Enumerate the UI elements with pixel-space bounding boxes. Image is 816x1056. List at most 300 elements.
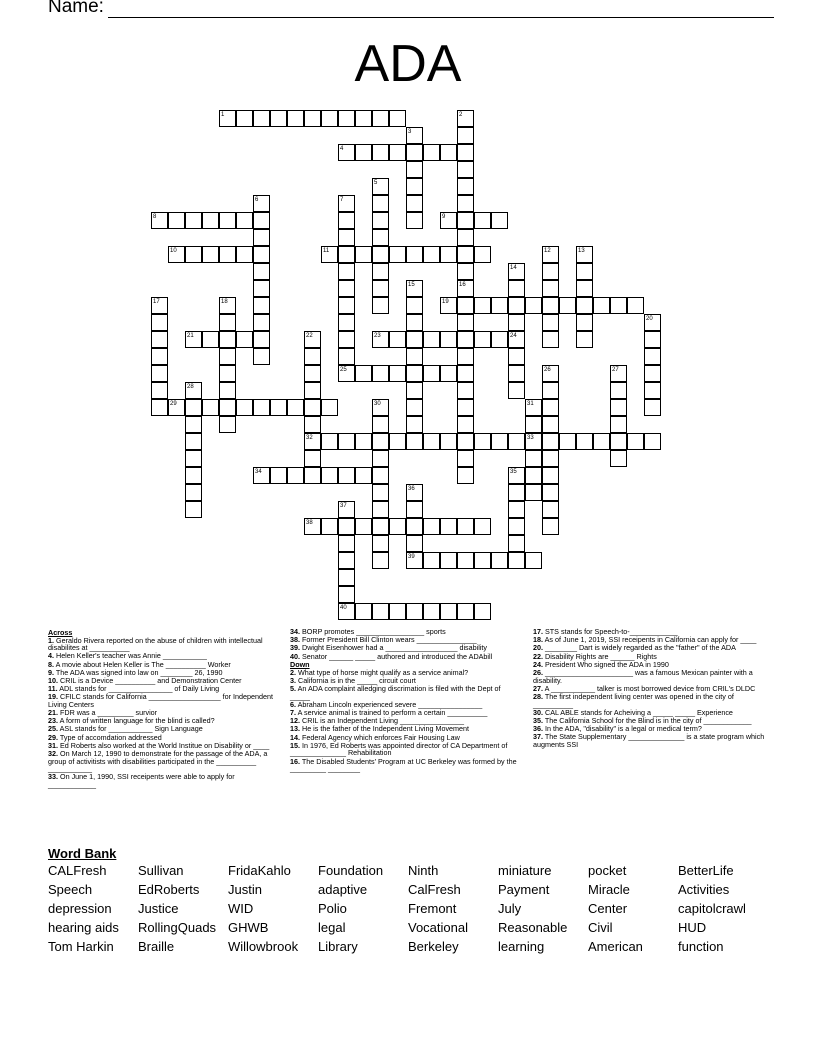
grid-cell[interactable] [406,144,423,161]
grid-cell[interactable] [253,110,270,127]
grid-cell[interactable] [355,467,372,484]
grid-cell[interactable] [219,331,236,348]
grid-cell[interactable] [491,433,508,450]
grid-cell[interactable] [457,552,474,569]
grid-cell[interactable] [457,450,474,467]
grid-cell[interactable] [372,178,389,195]
grid-cell[interactable] [389,518,406,535]
grid-cell[interactable] [304,399,321,416]
grid-cell[interactable] [389,110,406,127]
grid-cell[interactable] [338,229,355,246]
grid-cell[interactable] [236,110,253,127]
grid-cell[interactable] [236,212,253,229]
grid-cell[interactable] [372,450,389,467]
grid-cell[interactable] [508,518,525,535]
grid-cell[interactable] [542,314,559,331]
grid-cell[interactable] [525,433,542,450]
grid-cell[interactable] [355,246,372,263]
grid-cell[interactable] [457,178,474,195]
grid-cell[interactable] [406,195,423,212]
grid-cell[interactable] [542,365,559,382]
grid-cell[interactable] [542,518,559,535]
grid-cell[interactable] [644,365,661,382]
clue-text: Federal Agency which enforces Fair Housing Law [300,732,460,742]
grid-cell[interactable] [576,280,593,297]
grid-cell[interactable] [457,195,474,212]
grid-cell[interactable] [338,110,355,127]
grid-cell[interactable] [457,467,474,484]
grid-cell[interactable] [321,467,338,484]
clue [533,693,765,708]
grid-cell[interactable] [559,433,576,450]
grid-cell[interactable] [151,314,168,331]
grid-cell[interactable] [355,144,372,161]
grid-cell[interactable] [338,603,355,620]
grid-cell[interactable] [253,212,270,229]
grid-cell[interactable] [253,297,270,314]
grid-cell[interactable] [644,433,661,450]
grid-cell[interactable] [372,110,389,127]
grid-cell[interactable] [355,433,372,450]
grid-cell[interactable] [440,246,457,263]
grid-cell[interactable] [406,297,423,314]
grid-cell[interactable] [610,382,627,399]
grid-cell[interactable] [253,280,270,297]
grid-cell[interactable] [389,331,406,348]
grid-cell[interactable] [236,331,253,348]
grid-cell[interactable] [338,467,355,484]
grid-cell[interactable] [576,433,593,450]
grid-cell[interactable] [457,110,474,127]
grid-cell[interactable] [185,416,202,433]
word-bank-word: Speech [48,882,93,897]
grid-cell[interactable] [338,246,355,263]
grid-cell[interactable] [355,110,372,127]
grid-cell[interactable] [236,399,253,416]
grid-cell[interactable] [372,246,389,263]
grid-cell[interactable] [389,433,406,450]
clue-text: ASL stands for ___________ Sign Language [58,724,203,734]
grid-cell[interactable] [338,314,355,331]
grid-cell[interactable] [389,246,406,263]
grid-cell[interactable] [508,263,525,280]
grid-cell[interactable] [270,110,287,127]
grid-cell[interactable] [304,467,321,484]
grid-cell[interactable] [525,399,542,416]
grid-cell[interactable] [372,399,389,416]
grid-cell[interactable] [185,331,202,348]
grid-cell[interactable] [525,297,542,314]
grid-cell[interactable] [253,263,270,280]
grid-cell[interactable] [559,297,576,314]
grid-cell[interactable] [474,297,491,314]
grid-cell[interactable] [542,297,559,314]
clue-number: 23 [374,333,381,339]
grid-cell[interactable] [542,501,559,518]
grid-cell[interactable] [168,399,185,416]
word-bank-word: CalFresh [408,882,461,897]
grid-cell[interactable] [338,297,355,314]
grid-cell[interactable] [338,212,355,229]
grid-cell[interactable] [576,297,593,314]
grid-cell[interactable] [270,467,287,484]
grid-cell[interactable] [406,433,423,450]
grid-cell[interactable] [542,382,559,399]
grid-cell[interactable] [338,331,355,348]
grid-cell[interactable] [576,246,593,263]
grid-cell[interactable] [542,433,559,450]
grid-cell[interactable] [406,552,423,569]
grid-cell[interactable] [406,518,423,535]
grid-cell[interactable] [406,212,423,229]
grid-cell[interactable] [355,603,372,620]
grid-cell[interactable] [423,246,440,263]
grid-cell[interactable] [355,518,372,535]
clue-text: The Disabled Students' Program at UC Berkeley was formed by the _________ ________ [290,756,517,774]
grid-cell[interactable] [542,331,559,348]
grid-cell[interactable] [491,212,508,229]
grid-cell[interactable] [474,212,491,229]
grid-cell[interactable] [372,297,389,314]
grid-cell[interactable] [253,246,270,263]
grid-cell[interactable] [457,331,474,348]
clue-number: 12. [290,716,300,726]
grid-cell[interactable] [185,382,202,399]
grid-cell[interactable] [508,382,525,399]
grid-cell[interactable] [457,144,474,161]
grid-cell[interactable] [185,399,202,416]
grid-cell[interactable] [406,178,423,195]
grid-cell[interactable] [151,382,168,399]
grid-cell[interactable] [219,382,236,399]
grid-cell[interactable] [372,263,389,280]
clue-number: 10. [48,675,58,685]
grid-cell[interactable] [457,314,474,331]
grid-cell[interactable] [474,331,491,348]
grid-cell[interactable] [321,246,338,263]
grid-cell[interactable] [491,552,508,569]
grid-cell[interactable] [457,518,474,535]
grid-cell[interactable] [236,246,253,263]
grid-cell[interactable] [406,246,423,263]
grid-cell[interactable] [389,603,406,620]
grid-cell[interactable] [508,467,525,484]
grid-cell[interactable] [644,382,661,399]
grid-cell[interactable] [406,416,423,433]
grid-cell[interactable] [372,229,389,246]
grid-cell[interactable] [151,348,168,365]
grid-cell[interactable] [508,297,525,314]
grid-cell[interactable] [338,569,355,586]
grid-cell[interactable] [253,229,270,246]
grid-cell[interactable] [576,314,593,331]
grid-cell[interactable] [423,603,440,620]
grid-cell[interactable] [508,280,525,297]
grid-cell[interactable] [457,246,474,263]
grid-cell[interactable] [593,297,610,314]
grid-cell[interactable] [372,518,389,535]
grid-cell[interactable] [287,399,304,416]
grid-cell[interactable] [406,314,423,331]
grid-cell[interactable] [542,484,559,501]
grid-cell[interactable] [508,365,525,382]
grid-cell[interactable] [525,484,542,501]
grid-cell[interactable] [508,348,525,365]
grid-cell[interactable] [253,331,270,348]
grid-cell[interactable] [406,161,423,178]
grid-cell[interactable] [372,331,389,348]
grid-cell[interactable] [542,280,559,297]
grid-cell[interactable] [151,399,168,416]
grid-cell[interactable] [338,144,355,161]
clue-number: 34 [255,469,262,475]
grid-cell[interactable] [253,195,270,212]
grid-cell[interactable] [219,314,236,331]
grid-cell[interactable] [508,331,525,348]
grid-cell[interactable] [372,501,389,518]
grid-cell[interactable] [372,195,389,212]
grid-cell[interactable] [542,467,559,484]
grid-cell[interactable] [542,263,559,280]
grid-cell[interactable] [457,348,474,365]
grid-cell[interactable] [423,331,440,348]
grid-cell[interactable] [270,399,287,416]
grid-cell[interactable] [372,467,389,484]
grid-cell[interactable] [525,467,542,484]
grid-cell[interactable] [304,433,321,450]
grid-cell[interactable] [457,212,474,229]
grid-cell[interactable] [491,297,508,314]
grid-cell[interactable] [338,552,355,569]
grid-cell[interactable] [219,416,236,433]
grid-cell[interactable] [525,552,542,569]
grid-cell[interactable] [338,535,355,552]
grid-cell[interactable] [185,450,202,467]
grid-cell[interactable] [406,382,423,399]
grid-cell[interactable] [406,280,423,297]
grid-cell[interactable] [389,365,406,382]
grid-cell[interactable] [457,603,474,620]
grid-cell[interactable] [219,348,236,365]
grid-cell[interactable] [355,365,372,382]
grid-cell[interactable] [321,518,338,535]
clue-text: A ___________ talker is most borrowed device from CRIL's DLDC [543,683,756,693]
grid-cell[interactable] [610,297,627,314]
grid-cell[interactable] [508,535,525,552]
grid-cell[interactable] [253,467,270,484]
clue-number: 35. [533,715,543,725]
grid-cell[interactable] [474,246,491,263]
grid-cell[interactable] [491,331,508,348]
grid-cell[interactable] [338,501,355,518]
grid-cell[interactable] [457,433,474,450]
grid-cell[interactable] [338,263,355,280]
grid-cell[interactable] [202,399,219,416]
grid-cell[interactable] [423,552,440,569]
grid-cell[interactable] [304,382,321,399]
grid-cell[interactable] [185,467,202,484]
grid-cell[interactable] [372,433,389,450]
grid-cell[interactable] [440,433,457,450]
grid-cell[interactable] [457,161,474,178]
grid-cell[interactable] [542,416,559,433]
grid-cell[interactable] [321,110,338,127]
grid-cell[interactable] [219,212,236,229]
grid-cell[interactable] [610,450,627,467]
grid-cell[interactable] [542,450,559,467]
grid-cell[interactable] [474,603,491,620]
grid-cell[interactable] [202,212,219,229]
word-bank-word: legal [318,920,346,935]
grid-cell[interactable] [202,246,219,263]
grid-cell[interactable] [151,212,168,229]
grid-cell[interactable] [304,110,321,127]
grid-cell[interactable] [372,144,389,161]
grid-cell[interactable] [338,348,355,365]
grid-cell[interactable] [406,501,423,518]
grid-cell[interactable] [185,433,202,450]
grid-cell[interactable] [457,399,474,416]
grid-cell[interactable] [440,365,457,382]
grid-cell[interactable] [440,603,457,620]
grid-cell[interactable] [525,416,542,433]
grid-cell[interactable] [253,399,270,416]
grid-cell[interactable] [372,603,389,620]
grid-cell[interactable] [440,212,457,229]
grid-cell[interactable] [219,110,236,127]
grid-cell[interactable] [372,535,389,552]
grid-cell[interactable] [219,365,236,382]
grid-cell[interactable] [610,433,627,450]
grid-cell[interactable] [525,450,542,467]
word-bank-word: Ninth [408,863,439,878]
grid-cell[interactable] [406,603,423,620]
grid-cell[interactable] [508,501,525,518]
grid-cell[interactable] [457,365,474,382]
grid-cell[interactable] [440,144,457,161]
grid-cell[interactable] [423,365,440,382]
grid-cell[interactable] [610,399,627,416]
grid-cell[interactable] [576,331,593,348]
grid-cell[interactable] [389,144,406,161]
grid-cell[interactable] [440,518,457,535]
clue-number: 14. [290,732,300,742]
grid-cell[interactable] [406,127,423,144]
grid-cell[interactable] [338,195,355,212]
grid-cell[interactable] [338,518,355,535]
grid-cell[interactable] [627,297,644,314]
grid-cell[interactable] [372,365,389,382]
grid-cell[interactable] [644,348,661,365]
grid-cell[interactable] [457,382,474,399]
grid-cell[interactable] [423,433,440,450]
grid-cell[interactable] [287,467,304,484]
grid-cell[interactable] [219,246,236,263]
grid-cell[interactable] [253,314,270,331]
grid-cell[interactable] [304,365,321,382]
grid-cell[interactable] [219,399,236,416]
grid-cell[interactable] [185,484,202,501]
grid-cell[interactable] [457,229,474,246]
grid-cell[interactable] [644,314,661,331]
grid-cell[interactable] [253,348,270,365]
grid-cell[interactable] [372,416,389,433]
grid-cell[interactable] [440,297,457,314]
grid-cell[interactable] [542,246,559,263]
grid-cell[interactable] [406,348,423,365]
grid-cell[interactable] [304,450,321,467]
grid-cell[interactable] [406,484,423,501]
grid-cell[interactable] [372,212,389,229]
grid-cell[interactable] [338,280,355,297]
grid-cell[interactable] [457,263,474,280]
grid-cell[interactable] [508,484,525,501]
grid-cell[interactable] [185,246,202,263]
grid-cell[interactable] [202,331,219,348]
grid-cell[interactable] [185,501,202,518]
grid-cell[interactable] [338,365,355,382]
grid-cell[interactable] [593,433,610,450]
grid-cell[interactable] [457,297,474,314]
grid-cell[interactable] [151,297,168,314]
grid-cell[interactable] [457,280,474,297]
grid-cell[interactable] [644,399,661,416]
grid-cell[interactable] [440,331,457,348]
clue-text: STS stands for Speech-to-____________ [543,627,678,636]
grid-cell[interactable] [372,280,389,297]
grid-cell[interactable] [372,484,389,501]
grid-cell[interactable] [576,263,593,280]
grid-cell[interactable] [372,552,389,569]
grid-cell[interactable] [338,433,355,450]
grid-cell[interactable] [168,212,185,229]
grid-cell[interactable] [440,552,457,569]
grid-cell[interactable] [304,416,321,433]
grid-cell[interactable] [219,297,236,314]
grid-cell[interactable] [338,586,355,603]
grid-cell[interactable] [185,212,202,229]
grid-cell[interactable] [508,314,525,331]
grid-cell[interactable] [474,433,491,450]
grid-cell[interactable] [542,399,559,416]
grid-cell[interactable] [321,399,338,416]
grid-cell[interactable] [304,331,321,348]
grid-cell[interactable] [304,518,321,535]
grid-cell[interactable] [610,365,627,382]
grid-cell[interactable] [644,331,661,348]
grid-cell[interactable] [508,433,525,450]
grid-cell[interactable] [423,144,440,161]
grid-cell[interactable] [508,552,525,569]
grid-cell[interactable] [474,552,491,569]
grid-cell[interactable] [406,399,423,416]
grid-cell[interactable] [287,110,304,127]
grid-cell[interactable] [423,518,440,535]
grid-cell[interactable] [474,518,491,535]
grid-cell[interactable] [457,127,474,144]
grid-cell[interactable] [406,365,423,382]
grid-cell[interactable] [168,246,185,263]
grid-cell[interactable] [457,416,474,433]
grid-cell[interactable] [151,365,168,382]
grid-cell[interactable] [406,535,423,552]
grid-cell[interactable] [304,348,321,365]
grid-cell[interactable] [321,433,338,450]
grid-cell[interactable] [627,433,644,450]
grid-cell[interactable] [151,331,168,348]
grid-cell[interactable] [610,416,627,433]
grid-cell[interactable] [406,331,423,348]
